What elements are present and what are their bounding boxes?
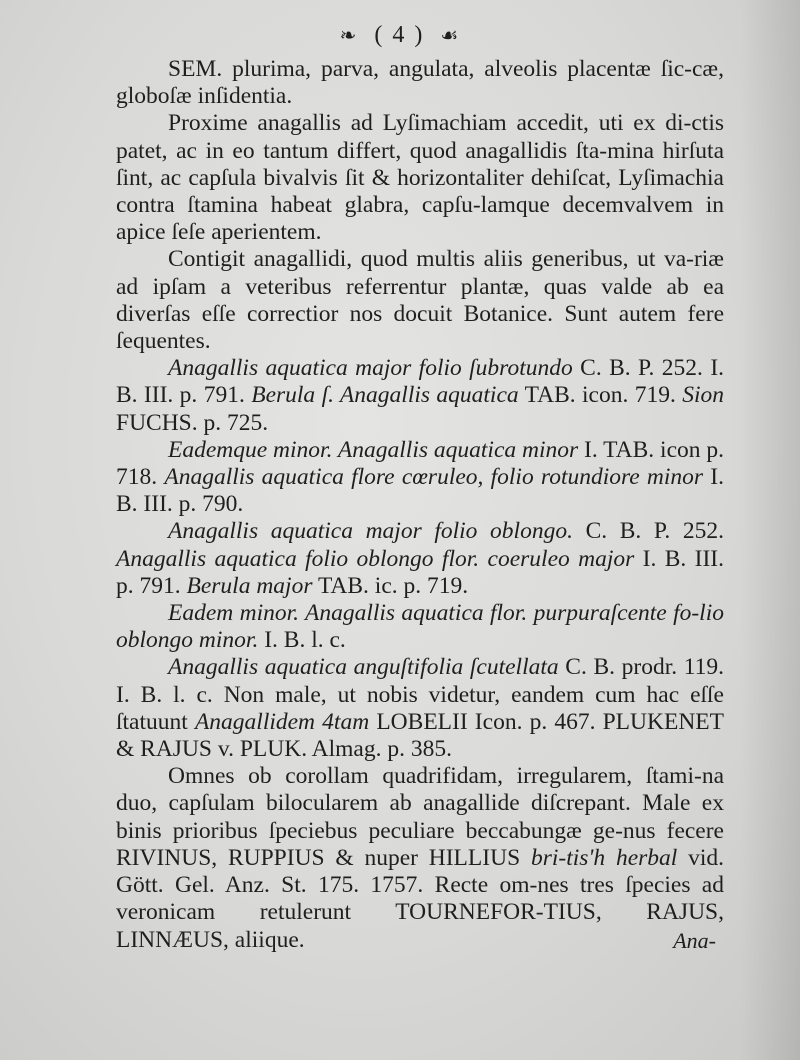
page-header — [0, 22, 800, 49]
species-synonym: Berula major — [186, 572, 313, 599]
species-reference: I. TAB. icon p. 718. — [116, 436, 725, 491]
species-synonym: Berula ſ. Anagallis aquatica — [251, 382, 519, 409]
catchword: Ana- — [673, 928, 716, 953]
species-reference: I. B. III. p. 791. — [116, 545, 725, 599]
species-entry — [116, 600, 724, 654]
closing-text: Omnes ob corollam quadrifidam, irregularem, ſtami-na duo, capſulam bilocularem ab anagallide diſcrepant. Male ex binis prioribus ſpeciebus peculiare beccabungæ ge-nus fecere RIVINUS, RUPPIUS & nuper HILLIUS — [116, 763, 724, 871]
species-reference: I. B. III. p. 790. — [116, 464, 724, 518]
page-number: ( 4 ) — [374, 22, 425, 48]
species-reference: TAB. icon. 719. — [524, 382, 676, 409]
paragraph-semen: SEM. plurima, parva, angulata, alveolis placentæ ſic-cæ, globoſæ inſidentia. — [116, 56, 724, 110]
species-synonym: Sion — [682, 382, 725, 409]
species-name: Eademque minor. Anagallis aquatica minor — [168, 436, 579, 463]
species-entry — [116, 355, 724, 437]
ornament-left-icon: ❧ — [339, 25, 359, 47]
paragraph-comparison: Proxime anagallis ad Lyſimachiam accedit, uti ex di-ctis patet, ac in eo tantum differt, quod anagallidis ſta-mina hirſuta ſint, ac capſula bivalvis ſit & horizontaliter dehiſcat, Lyſimachia contra ſtamina habeat glabra, capſu-lamque decemvalvem in apice ſeſe aperientem. — [116, 110, 724, 246]
paragraph-closing — [116, 763, 724, 953]
species-entry — [116, 518, 724, 600]
species-synonym: Anagallis aquatica flore cœruleo, folio rotundiore minor — [164, 464, 704, 491]
species-name: Anagallis aquatica major folio ſubrotundo — [168, 355, 573, 382]
species-name: Anagallis aquatica major folio oblongo. — [168, 518, 573, 545]
species-reference: I. B. l. c. — [264, 627, 346, 654]
species-reference: C. B. prodr. 119. I. B. l. c. Non male, ut nobis videtur, eandem cum hac eſſe ſtatuunt — [116, 654, 724, 735]
species-reference: C. B. P. 252. — [585, 518, 724, 545]
species-synonym: Anagallis aquatica folio oblongo flor. coeruleo major — [116, 545, 635, 572]
ornament-right-icon: ☙ — [440, 25, 461, 47]
species-reference: C. B. P. 252. I. B. III. p. 791. — [116, 355, 725, 409]
page-edge-shadow — [740, 0, 800, 1060]
paragraph-synonyms-intro: Contigit anagallidi, quod multis aliis generibus, ut va-riæ ad ipſam a veteribus referrentur plantæ, quas valde ab ea diverſas eſſe correctior nos docuit Botanice. Sunt autem fere ſequentes. — [116, 246, 724, 355]
species-name: Eadem minor. Anagallis aquatica flor. purpuraſcente fo-lio oblongo minor. — [116, 600, 724, 654]
species-entry — [116, 654, 724, 763]
closing-text: vid. Gött. Gel. Anz. St. 175. 1757. Recte om-nes tres ſpecies ad veronicam retulerunt TOURNEFOR-TIUS, RAJUS, LINNÆUS, aliique. — [116, 844, 725, 953]
species-entry — [116, 437, 724, 519]
species-name: Anagallis aquatica anguſtifolia ſcutellata — [168, 654, 559, 681]
body-text — [116, 56, 724, 954]
closing-title: bri-tis'h herbal — [530, 844, 678, 871]
species-reference: LOBELII Icon. p. 467. PLUKENET & RAJUS v. PLUK. Almag. p. 385. — [116, 708, 725, 763]
species-synonym: Anagallidem 4tam — [194, 708, 370, 735]
species-reference: FUCHS. p. 725. — [116, 409, 269, 436]
species-reference: TAB. ic. p. 719. — [317, 572, 469, 599]
